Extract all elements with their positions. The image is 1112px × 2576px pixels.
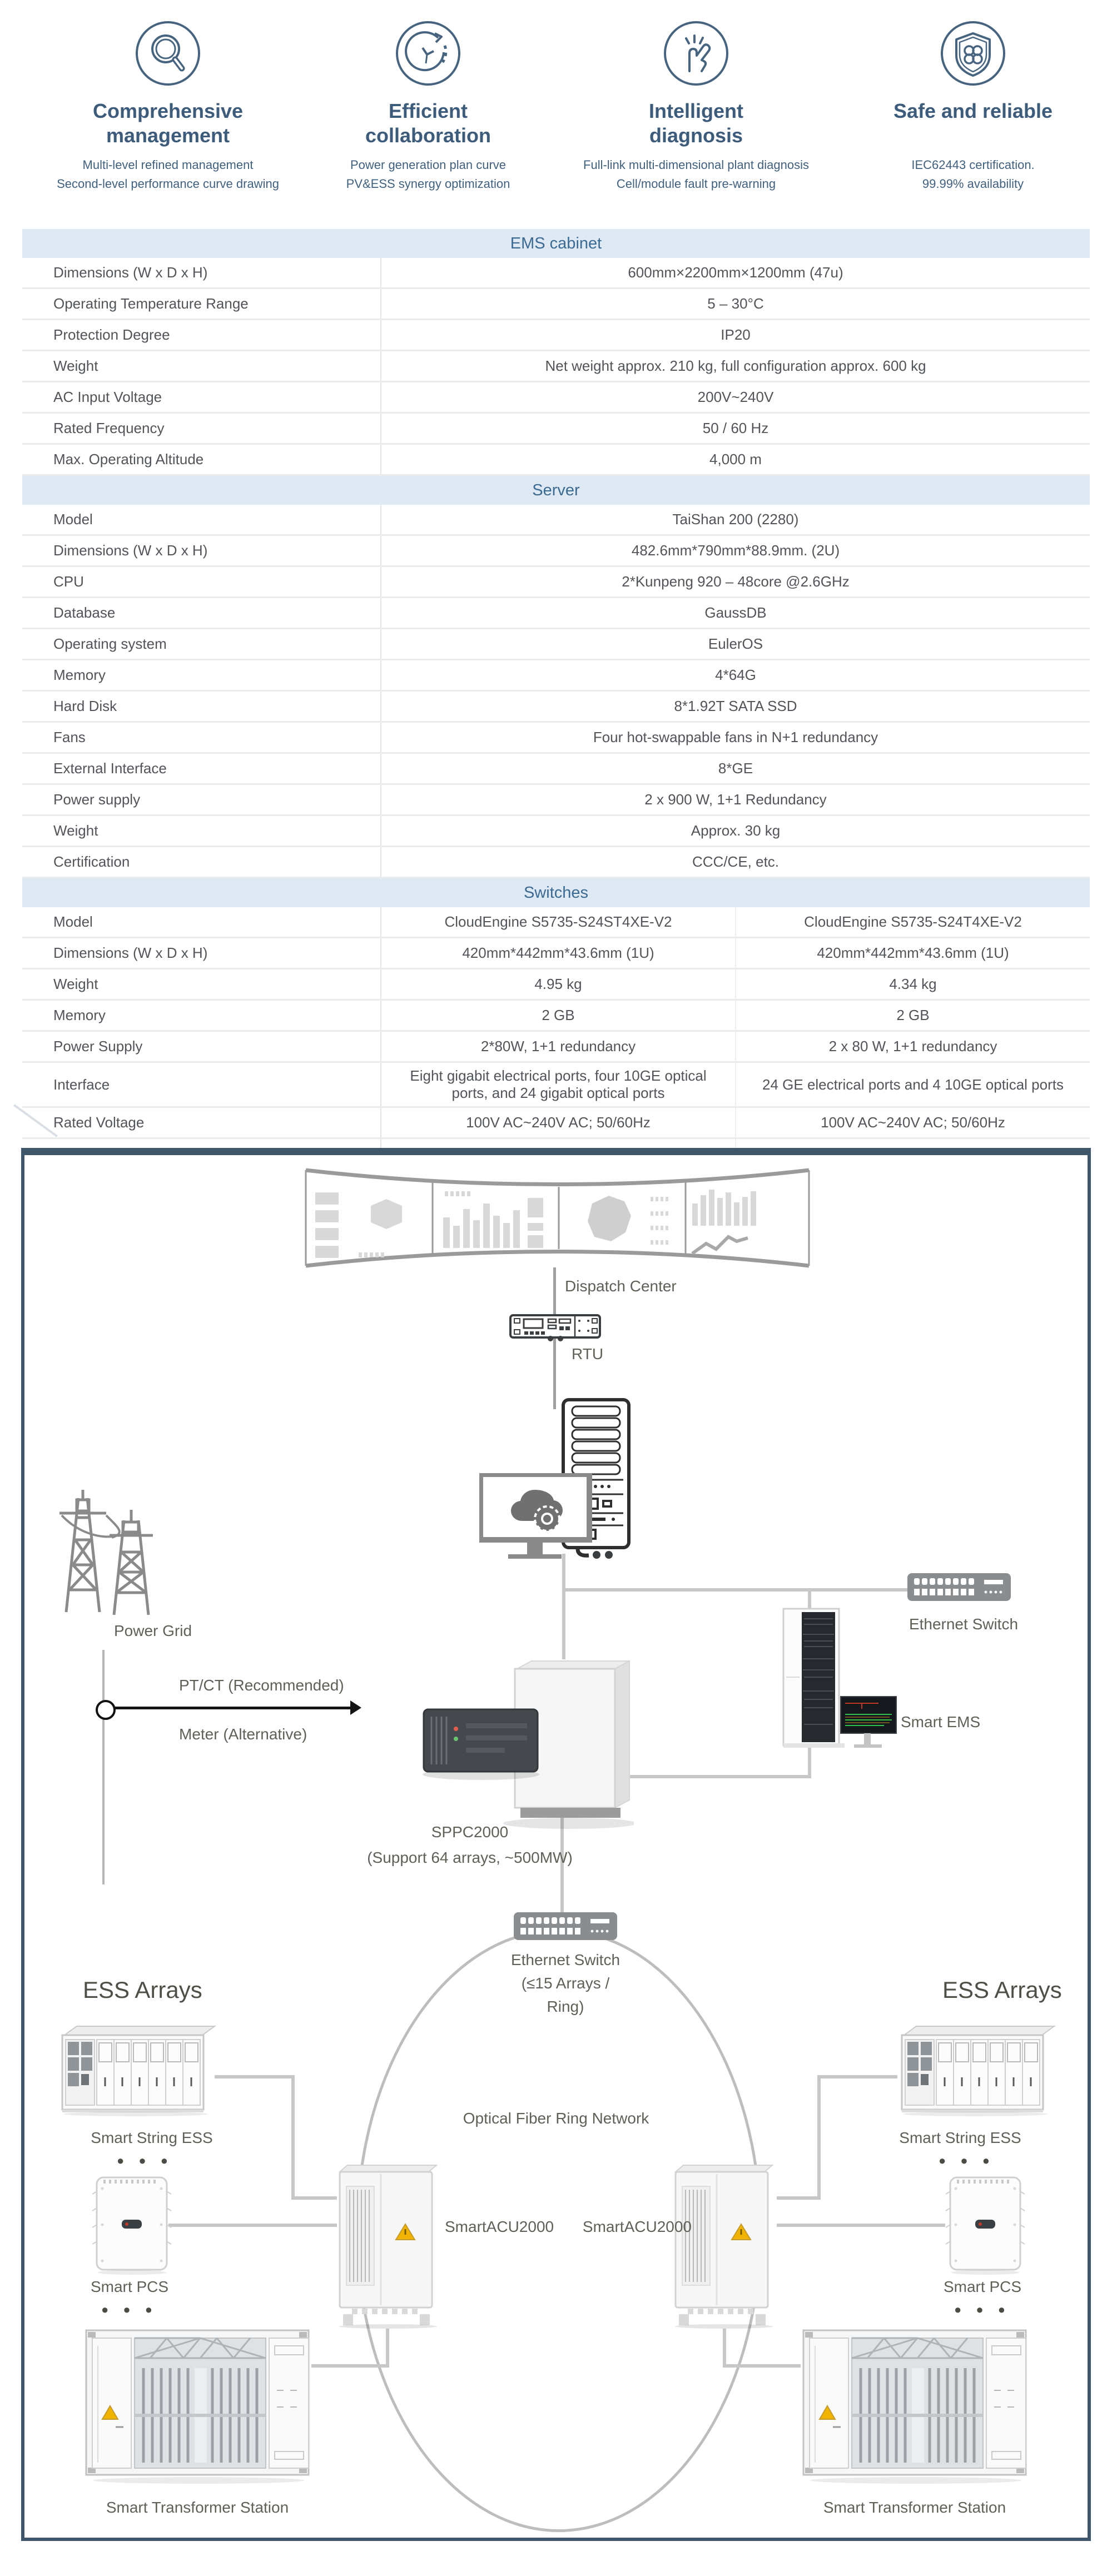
ethernet-switch-ring-label-3: Ring) (547, 1998, 584, 2015)
power-grid-feeder-line (102, 1650, 105, 1884)
row-label: Memory (22, 1001, 381, 1030)
server-table (22, 476, 1090, 878)
ellipsis-right-1: ● ● ● (938, 2154, 996, 2167)
table-row (22, 969, 1090, 1001)
row-label: Hard Disk (22, 692, 381, 721)
shield-clover-icon (940, 20, 1006, 87)
ems-cabinet-rows (22, 258, 1090, 476)
table-row (22, 1032, 1090, 1063)
table-row (22, 289, 1090, 320)
table-row (22, 938, 1090, 969)
table-row (22, 320, 1090, 351)
row-value: EulerOS (708, 635, 763, 652)
feature-efficient-collaboration (306, 20, 550, 193)
row-value: CloudEngine S5735-S24T4XE-V2 (735, 907, 1090, 937)
row-label: CPU (22, 567, 381, 596)
ems-cabinet-table (22, 229, 1090, 476)
feature-subtext: IEC62443 certification. 99.99% availability (911, 158, 1035, 191)
smart-transformer-label-right: Smart Transformer Station (823, 2499, 1006, 2516)
row-value: GaussDB (704, 604, 767, 621)
row-value: 200V~240V (697, 389, 774, 405)
server-rows (22, 505, 1090, 878)
row-value: 4*64G (715, 667, 756, 683)
row-label: Power supply (22, 785, 381, 814)
table-row (22, 692, 1090, 723)
table-row (22, 660, 1090, 692)
row-label: Fans (22, 723, 381, 752)
ethernet-switch-top-label: Ethernet Switch (909, 1615, 1019, 1633)
dispatch-center-label: Dispatch Center (565, 1277, 677, 1295)
connector-pcs-right (777, 2224, 945, 2227)
smart-pcs-label-left: Smart PCS (90, 2278, 169, 2295)
table-row (22, 723, 1090, 754)
sppc2000-label: SPPC2000 (431, 1823, 509, 1841)
row-label: Rated Frequency (22, 414, 381, 443)
row-value: 100V AC~240V AC; 50/60Hz (735, 1108, 1090, 1137)
connector-drop-ems (808, 1588, 811, 1610)
ptct-arrow-line (113, 1707, 350, 1709)
connector-transformer-left-v (386, 2329, 389, 2368)
row-value: 8*GE (718, 760, 753, 777)
feature-highlights (0, 20, 1112, 209)
row-value: Approx. 30 kg (691, 822, 781, 839)
connector-transformer-right (723, 2364, 801, 2368)
table-row (22, 1001, 1090, 1032)
row-label: Protection Degree (22, 320, 381, 350)
row-label: Certification (22, 847, 381, 877)
row-label: Weight (22, 969, 381, 999)
feature-subtext: Power generation plan curve PV&ESS synergy optimization (346, 158, 510, 191)
row-label: Interface (22, 1063, 381, 1106)
table-header-ems-cabinet: EMS cabinet (22, 229, 1090, 258)
row-value: 50 / 60 Hz (702, 420, 769, 436)
table-header-server: Server (22, 476, 1090, 505)
table-row (22, 505, 1090, 536)
ellipsis-left-1: ● ● ● (116, 2154, 174, 2167)
ellipsis-left-2: ● ● ● (101, 2303, 158, 2316)
row-value: CCC/CE, etc. (692, 853, 780, 870)
row-value: 2 x 80 W, 1+1 redundancy (735, 1032, 1090, 1061)
connector-branch-switch (565, 1588, 907, 1592)
table-row (22, 536, 1090, 567)
connector-transformer-left (311, 2364, 389, 2368)
ethernet-switch-ring-label-2: (≤15 Arrays / (521, 1975, 610, 1992)
table-row (22, 382, 1090, 414)
power-grid-label: Power Grid (114, 1622, 192, 1639)
table-row (22, 907, 1090, 938)
table-row (22, 629, 1090, 660)
row-value: 2 GB (542, 1007, 575, 1023)
row-label: AC Input Voltage (22, 382, 381, 412)
table-header-switches: Switches (22, 878, 1090, 907)
connector-ess-left-acu (295, 2196, 337, 2200)
row-label: Max. Operating Altitude (22, 445, 381, 474)
row-label: Dimensions (W x D x H) (22, 536, 381, 565)
architecture-diagram (21, 1148, 1091, 2541)
table-row (22, 598, 1090, 629)
row-value: 482.6mm*790mm*88.9mm. (2U) (631, 542, 840, 559)
row-label: Weight (22, 816, 381, 846)
row-value: 100V AC~240V AC; 50/60Hz (466, 1114, 651, 1131)
table-row (22, 1108, 1090, 1139)
rtu-label: RTU (572, 1345, 604, 1362)
feature-title: Efficient collaboration (365, 100, 492, 147)
ptct-arrowhead (350, 1700, 361, 1715)
feature-title: Comprehensive management (92, 100, 244, 147)
table-row (22, 1063, 1090, 1108)
feature-title: Safe and reliable (893, 100, 1053, 122)
connector-pcs-left (168, 2224, 337, 2227)
efficiency-clock-icon (395, 20, 461, 87)
smart-ems-label: Smart EMS (901, 1713, 981, 1730)
sppc2000-sublabel: (Support 64 arrays, ~500MW) (367, 1849, 573, 1866)
table-row (22, 785, 1090, 816)
connector-transformer-right-v (723, 2329, 726, 2368)
smart-string-ess-label-left: Smart String ESS (91, 2129, 213, 2146)
snap-hand-icon (663, 20, 729, 87)
ethernet-switch-ring-label-1: Ethernet Switch (510, 1951, 620, 1968)
row-value: 600mm×2200mm×1200mm (47u) (628, 264, 843, 281)
connector-ess-left-v (291, 2075, 295, 2200)
row-value: TaiShan 200 (2280) (672, 511, 799, 528)
row-value: CloudEngine S5735-S24ST4XE-V2 (444, 913, 672, 930)
table-row (22, 847, 1090, 878)
smart-pcs-label-right: Smart PCS (943, 2278, 1022, 2295)
row-label: Operating system (22, 629, 381, 659)
feature-comprehensive-management (46, 20, 290, 193)
measurement-point-marker (96, 1700, 116, 1720)
feature-safe-reliable (851, 20, 1095, 193)
smart-acu2000-label-left: SmartACU2000 (445, 2218, 554, 2235)
row-label: Database (22, 598, 381, 628)
row-value: 5 – 30°C (707, 295, 764, 312)
row-label: External Interface (22, 754, 381, 783)
connector-ess-left (215, 2075, 295, 2078)
feature-subtext: Multi-level refined management Second-level performance curve drawing (57, 158, 279, 191)
row-label: Operating Temperature Range (22, 289, 381, 319)
switches-rows (22, 907, 1090, 1170)
spec-tables (22, 229, 1090, 1170)
ring-network-label: Optical Fiber Ring Network (463, 2110, 649, 2127)
table-row (22, 816, 1090, 847)
table-row (22, 567, 1090, 598)
row-value: Eight gigabit electrical ports, four 10GE optical ports, and 24 gigabit optical ports (410, 1067, 707, 1101)
row-value: Four hot-swappable fans in N+1 redundancy (593, 729, 878, 745)
row-label: Memory (22, 660, 381, 690)
table-row (22, 445, 1090, 476)
table-row (22, 351, 1090, 382)
smart-transformer-label-left: Smart Transformer Station (106, 2499, 289, 2516)
switches-table (22, 878, 1090, 1170)
row-value: 4.95 kg (534, 976, 582, 992)
row-value: 2*80W, 1+1 redundancy (480, 1038, 636, 1055)
ellipsis-right-2: ● ● ● (954, 2303, 1011, 2316)
row-value: IP20 (721, 326, 751, 343)
row-value: 420mm*442mm*43.6mm (1U) (735, 938, 1090, 968)
row-label: Weight (22, 351, 381, 381)
row-value: 2 x 900 W, 1+1 Redundancy (644, 791, 827, 808)
connector-ems-sppc (614, 1775, 811, 1778)
meter-label: Meter (Alternative) (179, 1725, 307, 1743)
row-label: Rated Voltage (22, 1108, 381, 1137)
row-value: 4.34 kg (735, 969, 1090, 999)
row-value: 24 GE electrical ports and 4 10GE optical ports (735, 1063, 1090, 1106)
row-value: 2 GB (735, 1001, 1090, 1030)
row-value: 2*Kunpeng 920 – 48core @2.6GHz (622, 573, 850, 590)
row-value: 4,000 m (709, 451, 762, 468)
row-label: Dimensions (W x D x H) (22, 258, 381, 287)
row-label: Model (22, 907, 381, 937)
row-label: Dimensions (W x D x H) (22, 938, 381, 968)
magnifier-icon (135, 20, 201, 87)
smart-string-ess-label-right: Smart String ESS (899, 2129, 1021, 2146)
smart-acu2000-label-right: SmartACU2000 (582, 2218, 692, 2235)
row-value: 8*1.92T SATA SSD (674, 698, 797, 714)
table-row (22, 258, 1090, 289)
ess-arrays-title-left: ESS Arrays (83, 1977, 202, 2003)
ess-arrays-title-right: ESS Arrays (942, 1977, 1062, 2003)
row-label: Model (22, 505, 381, 534)
table-row (22, 754, 1090, 785)
connector-ess-right-v (817, 2075, 821, 2200)
connector-ess-right-acu (777, 2196, 819, 2200)
ptct-label: PT/CT (Recommended) (179, 1677, 344, 1694)
feature-title: Intelligent diagnosis (649, 100, 743, 147)
feature-subtext: Full-link multi-dimensional plant diagnosis Cell/module fault pre-warning (583, 158, 809, 191)
row-label: Power Supply (22, 1032, 381, 1061)
connector-server-sppc (562, 1554, 565, 1659)
row-value: 420mm*442mm*43.6mm (1U) (462, 944, 654, 961)
row-value: Net weight approx. 210 kg, full configuration approx. 600 kg (545, 357, 926, 374)
connector-ess-right (817, 2075, 897, 2078)
feature-intelligent-diagnosis (574, 20, 818, 193)
table-row (22, 414, 1090, 445)
